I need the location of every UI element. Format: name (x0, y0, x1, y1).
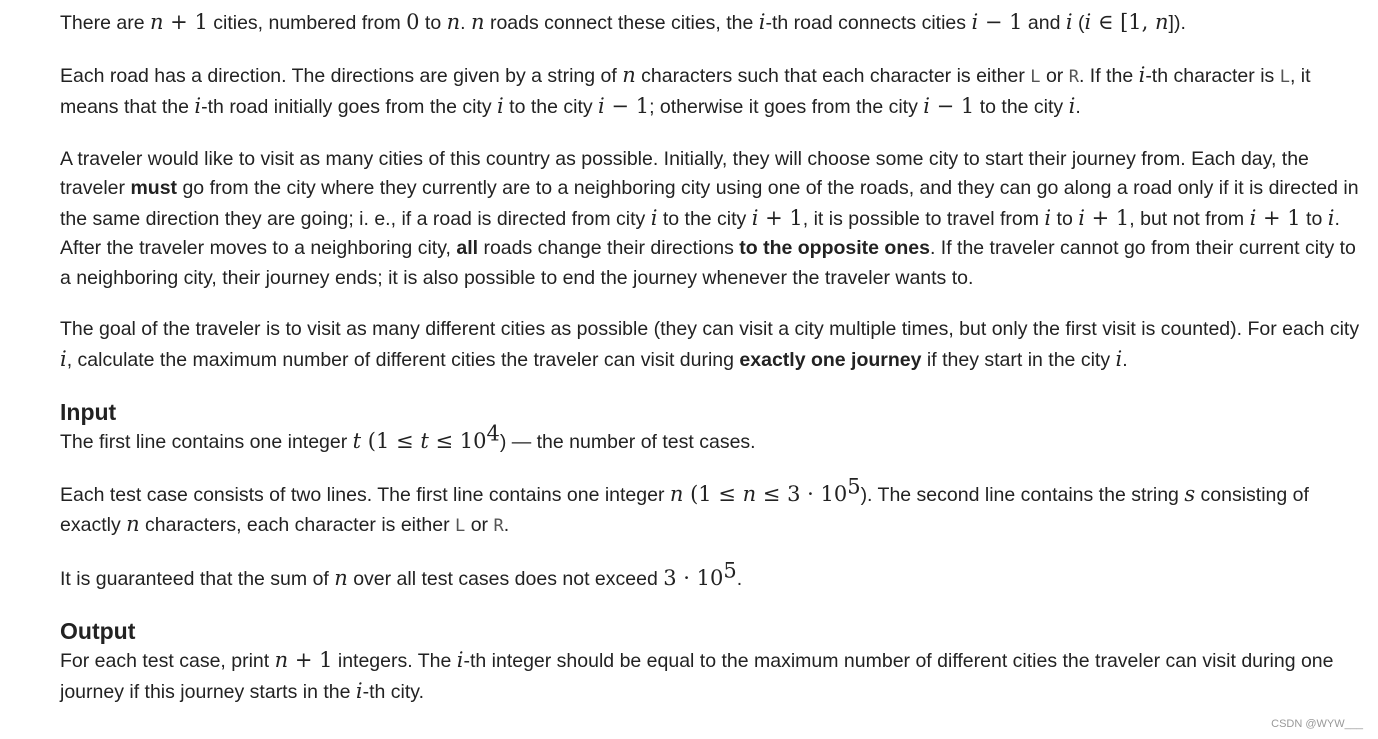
text: . (503, 514, 510, 536)
math: + 1 (1084, 205, 1130, 230)
math-var: i (923, 94, 930, 118)
text: . If the traveler cannot go from their current city to a neighboring city, their journey ends; it is also possible to end the journey whenever the traveler wants to. (60, 237, 1356, 289)
math-var: n (742, 481, 757, 506)
text: There are (60, 12, 150, 34)
math: ≤ 3 · 10 (756, 481, 848, 506)
text: cities, numbered from (207, 12, 407, 34)
math-var: i (1065, 10, 1073, 34)
math-var: t (352, 429, 362, 453)
exponent: 5 (723, 558, 737, 582)
math: (1 ≤ (361, 429, 421, 453)
text: The goal of the traveler is to visit as many different cities as possible (they can visit a city multiple times, but only the first visit is counted). For each city (60, 318, 1360, 340)
math: + 1 (163, 10, 208, 34)
text: characters such that each character is either (635, 64, 1031, 87)
math-var: i (497, 94, 504, 118)
text: The first line contains one integer (60, 431, 353, 453)
text: and (1022, 12, 1066, 34)
text: , it means that the (60, 64, 1311, 118)
code-char: L (455, 516, 466, 536)
math-var: n (334, 565, 348, 590)
problem-statement (60, 8, 1360, 707)
text: ( (1072, 12, 1085, 34)
math-var: i (1078, 205, 1085, 230)
bold-text: all (456, 237, 479, 259)
exponent: 4 (486, 421, 500, 446)
math: ≤ 10 (428, 429, 487, 453)
math-var: n (622, 62, 636, 87)
paragraph-cities (60, 8, 1360, 39)
text: or (465, 514, 494, 536)
math-var: i (1327, 205, 1335, 230)
text: , but not from (1129, 207, 1250, 230)
code-char: L (1030, 66, 1041, 87)
math-var: n (669, 481, 684, 506)
math: (1 ≤ (683, 481, 743, 506)
watermark: CSDN @WYW___ (1271, 718, 1363, 730)
text: Each test case consists of two lines. The first line contains one integer (60, 483, 670, 506)
math-var: i (758, 10, 766, 34)
text: over all test cases does not exceed (347, 567, 664, 590)
text: characters, each character is either (139, 514, 456, 536)
math-var: n (126, 512, 140, 536)
text: or (1040, 64, 1069, 87)
text: -th integer should be equal to the maximum number of different cities the traveler can visit during one journey if this journey starts in the (60, 650, 1334, 703)
text: to (419, 12, 447, 34)
math-var: i (650, 205, 658, 230)
math-var: n (149, 10, 164, 34)
text: . (1075, 96, 1081, 118)
paragraph-directions (60, 61, 1360, 123)
math: − 1 (604, 94, 650, 118)
math-var: n (274, 648, 289, 672)
text: It is guaranteed that the sum of (60, 567, 335, 590)
math-var: i (751, 205, 759, 230)
input-heading: Input (60, 399, 117, 425)
math-var: i (598, 94, 605, 118)
math-var: i (1249, 205, 1257, 230)
paragraph-traveler (60, 145, 1360, 294)
text: integers. The (332, 650, 457, 672)
text: Each road has a direction. The directions are given by a string of (60, 64, 623, 87)
text: -th road initially goes from the city (201, 96, 498, 118)
math-var: i (1044, 205, 1052, 230)
math-var: i (194, 94, 202, 118)
math-var: n (446, 10, 461, 34)
code-char: R (493, 516, 504, 536)
text: . (736, 567, 743, 590)
math-var: i (355, 678, 363, 703)
text: go from the city where they currently are to a neighboring city using one of the roads, and they can go along a road only if it is directed in the same direction they are going; i. e., if a road is directed from city (60, 177, 1359, 230)
math-var: i (1068, 94, 1076, 118)
math: − 1 (929, 94, 975, 118)
math: ∈ [1, (1091, 10, 1156, 34)
text: For each test case, print (60, 650, 275, 672)
bold-text: to the opposite ones (739, 237, 930, 259)
math: − 1 (978, 10, 1023, 34)
text: -th character is (1145, 64, 1280, 87)
text: ) — the number of test cases. (499, 431, 756, 453)
math-var: i (1115, 346, 1123, 371)
exponent: 5 (847, 474, 861, 498)
text: to (1300, 207, 1328, 230)
text: . If the (1078, 64, 1139, 87)
text: to the city (503, 96, 599, 118)
text: . After the traveler moves to a neighboring city, (60, 207, 1340, 259)
input-line-2 (60, 474, 1360, 542)
text: roads change their directions (478, 237, 740, 259)
output-line (60, 646, 1360, 707)
math-var: i (971, 10, 979, 34)
text: -th road connects cities (765, 12, 972, 34)
math-var: i (456, 648, 464, 672)
output-heading: Output (60, 618, 136, 644)
math-var: n (471, 10, 485, 34)
text: , it is possible to travel from (802, 207, 1045, 230)
math-var: i (1084, 10, 1092, 34)
math: + 1 (758, 205, 803, 230)
math: 3 · 10 (663, 565, 724, 590)
text: roads connect these cities, the (484, 12, 759, 34)
text: . (460, 12, 471, 34)
text: A traveler would like to visit as many cities of this country as possible. Initially, they will choose some city to start their journey from. Each day, the traveler (60, 147, 1309, 199)
math: 0 (406, 10, 420, 34)
text: to the city (657, 207, 752, 230)
input-line-1 (60, 421, 1360, 458)
math-var: s (1184, 481, 1196, 506)
text: , calculate the maximum number of different cities the traveler can visit during (66, 348, 740, 371)
math-var: t (420, 429, 429, 453)
text: to (1051, 207, 1079, 230)
bold-text: exactly one journey (739, 348, 922, 371)
math-var: i (60, 346, 67, 371)
math-var: i (1138, 62, 1146, 87)
code-char: L (1279, 66, 1290, 87)
input-line-3 (60, 558, 1360, 595)
text: -th city. (362, 680, 425, 703)
text: ; otherwise it goes from the city (649, 96, 924, 118)
text: ). The second line contains the string (860, 483, 1185, 506)
math-var: n (1155, 10, 1169, 34)
math: + 1 (1256, 205, 1301, 230)
bold-text: must (130, 177, 178, 199)
math: + 1 (288, 648, 333, 672)
text: consisting of exactly (60, 483, 1309, 536)
paragraph-goal (60, 315, 1360, 375)
text: if they start in the city (921, 348, 1116, 371)
code-char: R (1068, 66, 1079, 87)
text: . (1122, 348, 1128, 371)
text: ]). (1168, 12, 1186, 34)
text: to the city (974, 96, 1069, 118)
